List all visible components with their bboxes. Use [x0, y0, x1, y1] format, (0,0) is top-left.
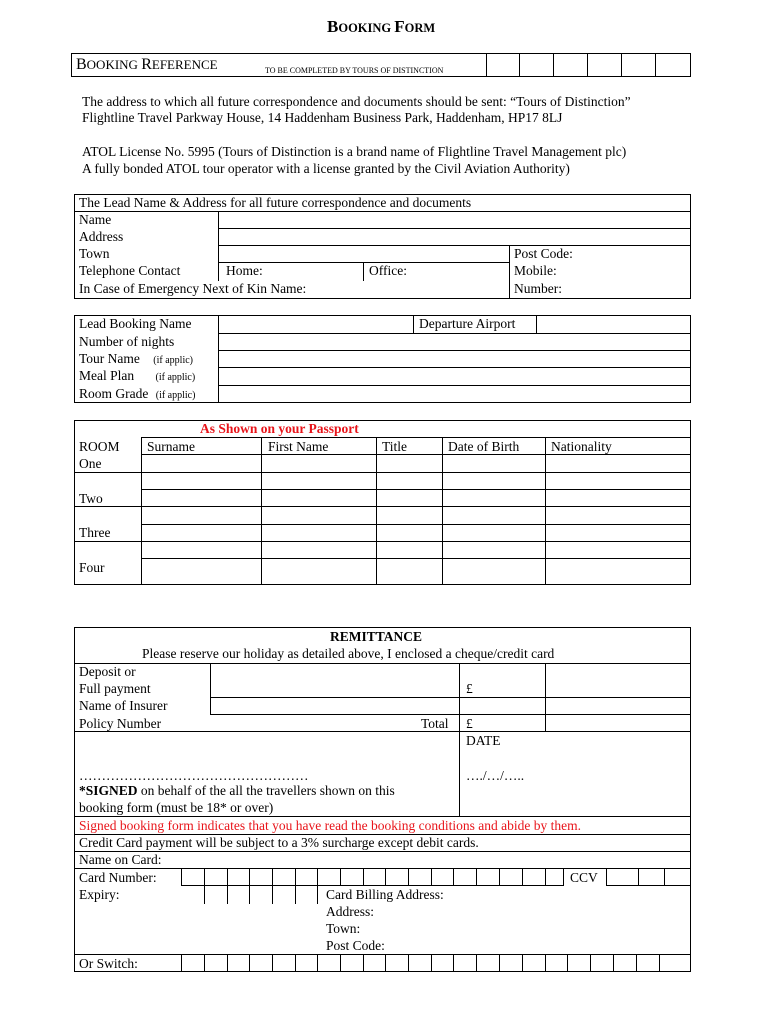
card-digit-box[interactable]: [409, 869, 431, 885]
policy-number-input[interactable]: [211, 715, 416, 731]
billing-postcode-input[interactable]: [400, 938, 690, 954]
switch-digit-box[interactable]: [614, 955, 636, 971]
remittance-heading: REMITTANCE: [330, 629, 423, 644]
col-line: [459, 663, 460, 816]
ccv-label: CCV: [570, 870, 598, 885]
meal-plan-input[interactable]: [219, 368, 690, 385]
card-digit-box[interactable]: [386, 869, 408, 885]
home-phone-label: Home:: [226, 263, 263, 278]
deposit-label: Deposit or: [79, 664, 136, 679]
office-phone-label: Office:: [369, 263, 407, 278]
lead-name-label: Name: [79, 212, 112, 227]
billing-street-label: Address:: [326, 904, 374, 919]
switch-digit-box[interactable]: [454, 955, 476, 971]
card-digit-box[interactable]: [228, 869, 249, 885]
switch-digit-box[interactable]: [386, 955, 408, 971]
traveller-cell[interactable]: [142, 490, 691, 506]
policy-number-label: Policy Number: [79, 716, 162, 731]
billing-address-input[interactable]: [392, 904, 690, 920]
switch-digit-box[interactable]: [591, 955, 613, 971]
switch-digit-box[interactable]: [568, 955, 590, 971]
lead-booking-name-label: Lead Booking Name: [79, 316, 192, 331]
card-digit-box[interactable]: [477, 869, 499, 885]
lead-booking-name-input[interactable]: [219, 316, 412, 333]
date-placeholder: …./…/…..: [466, 768, 525, 783]
traveller-cell[interactable]: [142, 455, 691, 472]
row-line: [74, 816, 691, 817]
switch-digit-box[interactable]: [500, 955, 522, 971]
switch-digit-box[interactable]: [296, 955, 317, 971]
card-digit-box[interactable]: [500, 869, 522, 885]
total-currency: £: [466, 716, 473, 731]
lead-town-label: Town: [79, 246, 110, 261]
expiry-input[interactable]: [181, 886, 319, 904]
signature-line: ……………………………………………: [79, 768, 309, 783]
col-header-nationality: Nationality: [551, 439, 612, 454]
card-digit-box[interactable]: [273, 869, 295, 885]
col-line: [509, 245, 510, 299]
room-label: One: [79, 456, 102, 471]
name-on-card-label: Name on Card:: [79, 852, 162, 867]
page-title: BOOKING FORM: [327, 17, 436, 36]
col-header-room: ROOM: [79, 439, 120, 454]
ccv-digit-box[interactable]: [607, 869, 637, 885]
correspondence-address-line: The address to which all future correspondence and documents should be sent: “Tours of Distinction”: [82, 94, 631, 109]
switch-digit-box[interactable]: [341, 955, 363, 971]
lead-town-input[interactable]: [219, 246, 508, 262]
switch-label: Or Switch:: [79, 956, 138, 971]
col-header-surname: Surname: [147, 439, 195, 454]
booking-reference-input[interactable]: [487, 54, 690, 76]
col-line: [363, 262, 364, 281]
card-digit-box[interactable]: [296, 869, 317, 885]
switch-digit-box[interactable]: [637, 955, 659, 971]
switch-digit-box[interactable]: [228, 955, 249, 971]
lead-address-input[interactable]: [219, 229, 690, 245]
room-grade-label: Room Grade (if applic): [79, 386, 196, 401]
traveller-cell[interactable]: [142, 507, 691, 524]
traveller-cell[interactable]: [142, 559, 691, 585]
signed-statement-line2: booking form (must be 18* or over): [79, 800, 274, 815]
conditions-warning: Signed booking form indicates that you have read the booking conditions and abide by them.: [79, 818, 582, 833]
billing-town-input[interactable]: [370, 921, 690, 937]
total-amount-input[interactable]: [478, 715, 544, 731]
insurer-input[interactable]: [211, 698, 458, 714]
switch-digit-box[interactable]: [318, 955, 340, 971]
deposit-currency: £: [466, 681, 473, 696]
total-label: Total: [421, 716, 449, 731]
lead-header: The Lead Name & Address for all future correspondence and documents: [79, 195, 472, 210]
emergency-contact-label: In Case of Emergency Next of Kin Name:: [79, 281, 307, 296]
booking-reference-note: TO BE COMPLETED BY TOURS OF DISTINCTION: [265, 66, 444, 75]
tour-name-input[interactable]: [219, 351, 690, 367]
lead-name-input[interactable]: [219, 212, 690, 228]
passport-heading: As Shown on your Passport: [200, 421, 359, 436]
col-line: [545, 663, 546, 731]
signed-statement: *SIGNED on behalf of the all the travellers shown on this: [79, 783, 395, 798]
col-header-first-name: First Name: [268, 439, 329, 454]
room-label: Two: [79, 491, 103, 506]
switch-digit-box[interactable]: [205, 955, 227, 971]
deposit-input[interactable]: [211, 664, 458, 697]
row-line: [74, 731, 691, 732]
nights-input[interactable]: [219, 334, 690, 350]
col-line: [413, 315, 414, 334]
room-grade-input[interactable]: [219, 386, 690, 402]
lead-address-label: Address: [79, 229, 124, 244]
card-digit-divider: [563, 868, 564, 886]
ccv-digit-box[interactable]: [665, 869, 690, 885]
card-digit-box[interactable]: [546, 869, 563, 885]
deposit-amount-input[interactable]: [478, 664, 544, 697]
card-digit-box[interactable]: [454, 869, 476, 885]
switch-digit-box[interactable]: [182, 955, 204, 971]
remittance-intro: Please reserve our holiday as detailed above, I enclosed a cheque/credit card: [142, 646, 555, 661]
departure-airport-label: Departure Airport: [419, 316, 516, 331]
emergency-number-label: Number:: [514, 281, 562, 296]
traveller-cell[interactable]: [142, 473, 691, 489]
nights-label: Number of nights: [79, 334, 175, 349]
col-header-dob: Date of Birth: [448, 439, 520, 454]
correspondence-address-line: Flightline Travel Parkway House, 14 Haddenham Business Park, Haddenham, HP17 8LJ: [82, 110, 563, 125]
full-payment-label: Full payment: [79, 681, 151, 696]
atol-license-line: ATOL License No. 5995 (Tours of Distinction is a brand name of Flightline Travel Management plc): [82, 144, 627, 159]
insurer-label: Name of Insurer: [79, 698, 168, 713]
room-label: Three: [79, 525, 111, 540]
signature-field[interactable]: [79, 740, 449, 784]
col-header-title: Title: [382, 439, 408, 454]
date-field[interactable]: [462, 750, 582, 784]
switch-digit-box[interactable]: [546, 955, 567, 971]
surcharge-note: Credit Card payment will be subject to a 3% surcharge except debit cards.: [79, 835, 479, 850]
room-label: Four: [79, 560, 105, 575]
date-label: DATE: [466, 733, 501, 748]
traveller-cell[interactable]: [142, 525, 691, 541]
card-digit-box[interactable]: [205, 869, 227, 885]
meal-plan-label: Meal Plan (if applic): [79, 368, 196, 383]
switch-digit-box[interactable]: [250, 955, 272, 971]
switch-digit-box[interactable]: [477, 955, 499, 971]
booking-reference-label: BOOKING REFERENCE: [76, 56, 218, 73]
billing-postcode-label: Post Code:: [326, 938, 385, 953]
card-digit-box[interactable]: [182, 869, 204, 885]
lead-postcode-label: Post Code:: [514, 246, 573, 261]
card-digit-box[interactable]: [318, 869, 340, 885]
ccv-digit-box[interactable]: [639, 869, 663, 885]
switch-digit-box[interactable]: [523, 955, 545, 971]
card-digit-box[interactable]: [250, 869, 272, 885]
row-line: [141, 437, 691, 438]
mobile-phone-label: Mobile:: [514, 263, 557, 278]
card-digit-box[interactable]: [364, 869, 385, 885]
card-number-label: Card Number:: [79, 870, 157, 885]
switch-digit-box[interactable]: [660, 955, 690, 971]
traveller-cell[interactable]: [142, 542, 691, 558]
tour-name-label: Tour Name (if applic): [79, 351, 193, 366]
switch-digit-box[interactable]: [409, 955, 431, 971]
telephone-contact-label: Telephone Contact: [79, 263, 181, 278]
departure-airport-input[interactable]: [537, 316, 690, 333]
row-line: [606, 885, 691, 886]
atol-license-line: A fully bonded ATOL tour operator with a license granted by the Civil Aviation Authority): [82, 161, 570, 176]
switch-digit-box[interactable]: [432, 955, 453, 971]
name-on-card-input[interactable]: [180, 852, 690, 868]
switch-digit-box[interactable]: [273, 955, 295, 971]
card-digit-box[interactable]: [523, 869, 545, 885]
billing-town-label: Town:: [326, 921, 361, 936]
switch-digit-box[interactable]: [364, 955, 385, 971]
card-digit-box[interactable]: [341, 869, 363, 885]
card-digit-box[interactable]: [432, 869, 453, 885]
billing-address-label: Card Billing Address:: [326, 887, 444, 902]
expiry-label: Expiry:: [79, 887, 120, 902]
